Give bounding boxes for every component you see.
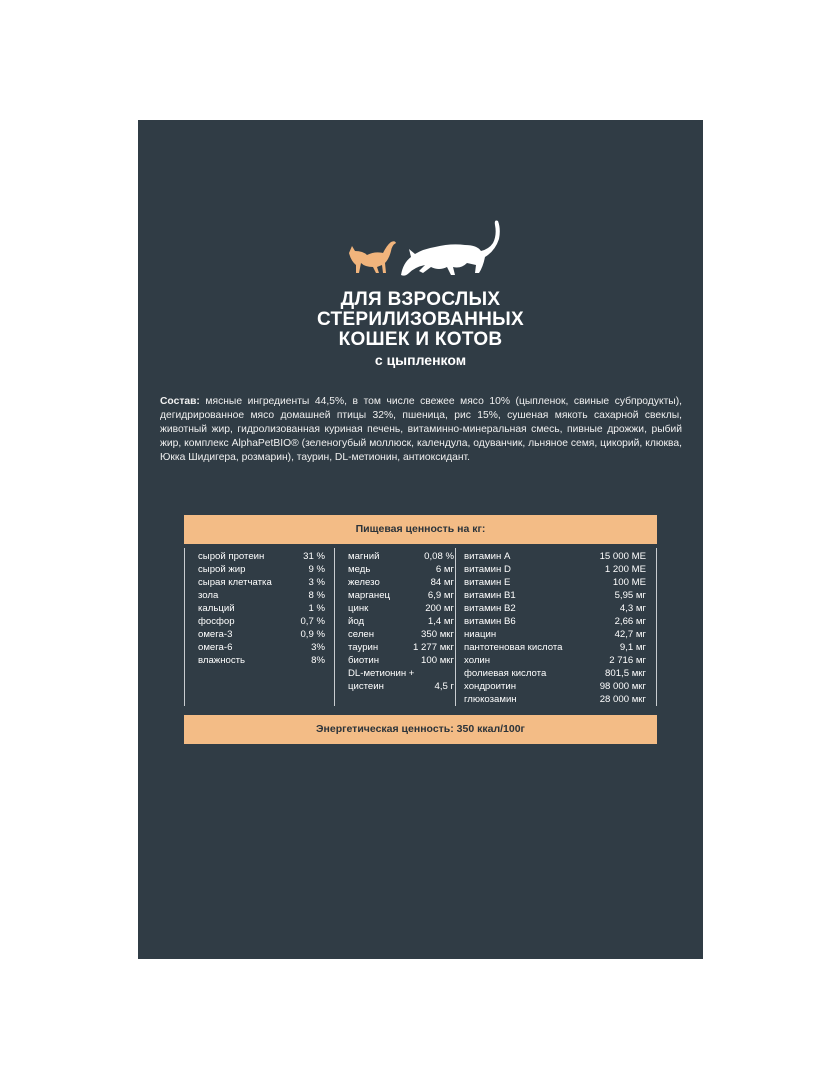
nutrient-name: витамин D [464, 564, 511, 575]
nutrient-name: фосфор [198, 616, 235, 627]
nutrient-value: 100 МЕ [612, 577, 646, 588]
nutrient-value: 100 мкг [421, 655, 454, 666]
nutrient-row [464, 667, 646, 680]
cats-illustration [343, 215, 503, 285]
nutrient-row [198, 615, 325, 628]
title-line: КОШЕК И КОТОВ [338, 329, 503, 350]
nutrient-row [464, 550, 646, 563]
nutrient-row [198, 628, 325, 641]
nutrient-row [464, 589, 646, 602]
nutrient-name: витамин B2 [464, 603, 516, 614]
product-subtitle: с цыпленком [374, 352, 467, 368]
nutrient-value: 42,7 мг [614, 629, 646, 640]
nutrient-row [464, 628, 646, 641]
nutrient-row [464, 641, 646, 654]
nutrient-row [348, 667, 454, 680]
nutrient-name: омега-6 [198, 642, 233, 653]
nutrient-value: 0,08 % [424, 551, 454, 562]
nutrient-name: витамин B6 [464, 616, 516, 627]
nutrient-row [464, 563, 646, 576]
nutrient-value: 1 200 МЕ [604, 564, 646, 575]
nutrient-row [464, 576, 646, 589]
nutrient-row [464, 602, 646, 615]
nutrition-column-minerals [348, 550, 454, 693]
nutrient-name: марганец [348, 590, 391, 601]
nutrient-name: витамин A [464, 551, 511, 562]
nutrient-value: 15 000 МЕ [599, 551, 646, 562]
nutrient-value: 98 000 мкг [599, 681, 646, 692]
nutrient-value: 6,9 мг [427, 590, 454, 601]
composition-label: Состав: [160, 396, 200, 407]
divider [656, 548, 657, 706]
nutrient-value [414, 667, 454, 680]
nutrient-value: 801,5 мкг [605, 668, 646, 679]
nutrient-name: холин [464, 655, 491, 666]
nutrient-value: 2 716 мг [609, 655, 646, 666]
nutrient-value: 0,9 % [300, 629, 325, 640]
nutrient-value: 3 % [308, 577, 325, 588]
divider [334, 548, 335, 706]
nutrient-name: цинк [348, 603, 369, 614]
nutrient-row [198, 641, 325, 654]
nutrient-name: йод [348, 616, 365, 627]
nutrient-row [198, 589, 325, 602]
nutrient-name: сырая клетчатка [198, 577, 272, 588]
nutrition-header: Пищевая ценность на кг: [184, 515, 657, 544]
nutrient-value: 28 000 мкг [599, 694, 646, 705]
nutrient-row [198, 654, 325, 667]
nutrient-name: медь [348, 564, 371, 575]
nutrient-value: 8% [311, 655, 325, 666]
nutrient-name: железо [348, 577, 380, 588]
composition-text [160, 395, 682, 465]
nutrient-name: зола [198, 590, 219, 601]
nutrient-row [348, 563, 454, 576]
nutrient-value: 9,1 мг [619, 642, 646, 653]
nutrient-name: кальций [198, 603, 235, 614]
nutrient-value: 6 мг [435, 564, 454, 575]
nutrient-name: DL-метионин + [348, 668, 415, 679]
nutrient-value: 31 % [303, 551, 325, 562]
nutrient-name: сырой жир [198, 564, 246, 575]
title-line: СТЕРИЛИЗОВАННЫХ [317, 309, 524, 330]
nutrient-value: 350 мкг [421, 629, 454, 640]
nutrient-row [464, 654, 646, 667]
nutrient-row [464, 693, 646, 706]
nutrient-row [348, 654, 454, 667]
nutrient-value: 1 277 мкг [413, 642, 454, 653]
nutrient-row [198, 602, 325, 615]
nutrient-row [348, 576, 454, 589]
nutrient-name: магний [348, 551, 380, 562]
nutrition-table [184, 544, 657, 714]
energy-value: Энергетическая ценность: 350 ккал/100г [184, 715, 657, 744]
nutrient-name: витамин E [464, 577, 511, 588]
divider [184, 548, 185, 706]
nutrient-row [198, 550, 325, 563]
nutrient-name: влажность [198, 655, 246, 666]
nutrient-value: 8 % [308, 590, 325, 601]
nutrient-name: биотин [348, 655, 380, 666]
nutrient-name: ниацин [464, 629, 497, 640]
composition-body: мясные ингредиенты 44,5%, в том числе свежее мясо 10% (цыпленок, свиные субпродукты), дегидрированное мясо домашней птицы 32%, пшеница, рис 15%, сушеная мякоть сахарной свеклы, животный жир, гидролизованная куриная печень, витаминно-минеральная смесь, пивные дрожжи, рыбий жир, комплекс AlphaPetBIO® (зеленогубый моллюск, календула, одуванчик, льняное семя, цикорий, клюква, Юкка Шидигера, розмарин), таурин, DL-метионин, антиоксидант. [160, 396, 682, 463]
nutrient-name: пантотеновая кислота [464, 642, 563, 653]
nutrient-value: 9 % [308, 564, 325, 575]
nutrient-name: цистеин [348, 681, 384, 692]
nutrient-value: 4,3 мг [619, 603, 646, 614]
nutrient-value: 4,5 г [434, 681, 454, 692]
nutrient-row [348, 602, 454, 615]
nutrient-row [348, 589, 454, 602]
nutrient-name: глюкозамин [464, 694, 517, 705]
nutrient-value: 1,4 мг [427, 616, 454, 627]
nutrient-value: 0,7 % [300, 616, 325, 627]
nutrition-column-main [198, 550, 325, 667]
nutrient-row [348, 615, 454, 628]
nutrient-name: селен [348, 629, 375, 640]
title-line: ДЛЯ ВЗРОСЛЫХ [340, 289, 501, 310]
nutrient-name: витамин B1 [464, 590, 516, 601]
nutrient-row [464, 615, 646, 628]
nutrient-value: 84 мг [430, 577, 454, 588]
nutrient-name: сырой протеин [198, 551, 265, 562]
nutrient-row [348, 680, 454, 693]
package-back-panel [138, 120, 703, 959]
nutrient-name: фолиевая кислота [464, 668, 547, 679]
nutrient-value: 200 мг [425, 603, 454, 614]
nutrient-value: 5,95 мг [614, 590, 646, 601]
product-title [138, 290, 703, 350]
nutrient-row [198, 576, 325, 589]
divider [455, 548, 456, 706]
nutrient-name: омега-3 [198, 629, 233, 640]
nutrient-value: 1 % [308, 603, 325, 614]
nutrient-name: таурин [348, 642, 379, 653]
nutrient-row [348, 628, 454, 641]
nutrient-row [348, 641, 454, 654]
nutrient-row [464, 680, 646, 693]
nutrient-row [198, 563, 325, 576]
nutrient-value: 3% [311, 642, 325, 653]
nutrient-name: хондроитин [464, 681, 517, 692]
cat-icon [401, 221, 500, 276]
nutrient-value: 2,66 мг [614, 616, 646, 627]
nutrient-row [348, 550, 454, 563]
nutrition-column-vitamins [464, 550, 646, 706]
kitten-icon [349, 241, 396, 273]
